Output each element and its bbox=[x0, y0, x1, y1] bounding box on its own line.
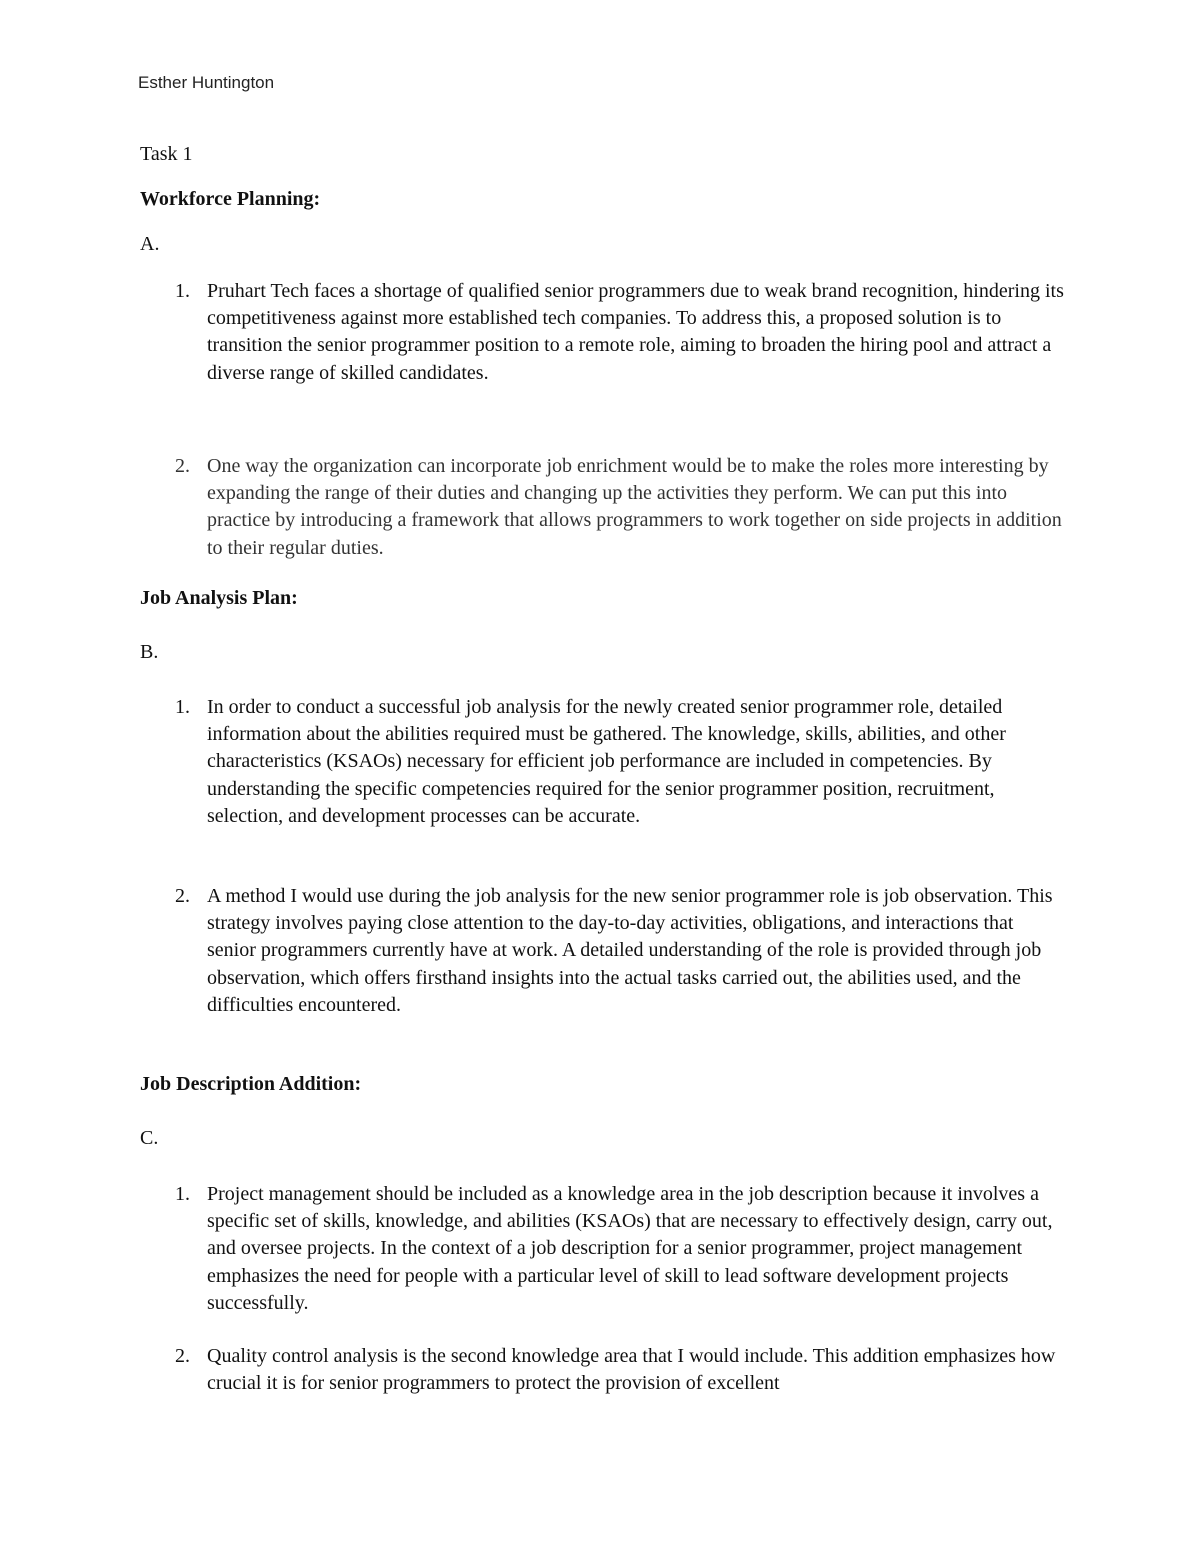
list-item bbox=[175, 694, 1065, 830]
list-item-text: Project management should be included as a knowledge area in the job description because it involves a specific set of skills, knowledge, and abilities (KSAOs) that are necessary to effectively design, carry out, and oversee projects. In the context of a job description for a senior programmer, project management emphasizes the need for people with a particular level of skill to lead software development projects successfully. bbox=[207, 1183, 1053, 1314]
list-item bbox=[175, 1181, 1065, 1317]
list-item bbox=[175, 453, 1065, 562]
list-item-text: A method I would use during the job analysis for the new senior programmer role is job observation. This strategy involves paying close attention to the day-to-day activities, obligations, and interactions that senior programmers currently have at work. A detailed understanding of the role is provided through job observation, which offers firsthand insights into the actual tasks carried out, the abilities used, and the difficulties encountered. bbox=[207, 885, 1053, 1016]
list-item-text: Pruhart Tech faces a shortage of qualified senior programmers due to weak brand recognition, hindering its competitiveness against more established tech companies. To address this, a proposed solution is to transition the senior programmer position to a remote role, aiming to broaden the hiring pool and attract a diverse range of skilled candidates. bbox=[207, 280, 1064, 384]
list-item bbox=[175, 278, 1065, 387]
list-item bbox=[175, 1343, 1065, 1397]
list-item-text: Quality control analysis is the second knowledge area that I would include. This addition emphasizes how crucial it is for senior programmers to protect the provision of excellent bbox=[207, 1345, 1056, 1395]
list-item-number: 2. bbox=[175, 455, 190, 477]
list-item-text: In order to conduct a successful job analysis for the newly created senior programmer role, detailed information about the abilities required must be gathered. The knowledge, skills, abilities, and other characteristics (KSAOs) necessary for efficient job performance are included in competencies. By understanding the specific competencies required for the senior programmer position, recruitment, selection, and development processes can be accurate. bbox=[207, 696, 1006, 827]
section-heading-job-analysis-plan: Job Analysis Plan: bbox=[140, 587, 298, 609]
task-label: Task 1 bbox=[140, 143, 193, 165]
list-item-text: One way the organization can incorporate job enrichment would be to make the roles more interesting by expanding the range of their duties and changing up the activities they perform. We can put this into practice by introducing a framework that allows programmers to work together on side projects in addition to their regular duties. bbox=[207, 455, 1062, 559]
list-item-number: 2. bbox=[175, 1345, 190, 1367]
list-item bbox=[175, 883, 1065, 1019]
list-item-number: 1. bbox=[175, 1183, 190, 1205]
section-heading-workforce-planning: Workforce Planning: bbox=[140, 188, 321, 210]
section-heading-job-description-addition: Job Description Addition: bbox=[140, 1073, 362, 1095]
section-letter-b: B. bbox=[140, 641, 159, 663]
list-item-number: 2. bbox=[175, 885, 190, 907]
section-letter-a: A. bbox=[140, 233, 160, 255]
list-item-number: 1. bbox=[175, 696, 190, 718]
list-item-number: 1. bbox=[175, 280, 190, 302]
author-name: Esther Huntington bbox=[138, 73, 275, 92]
section-letter-c: C. bbox=[140, 1127, 159, 1149]
